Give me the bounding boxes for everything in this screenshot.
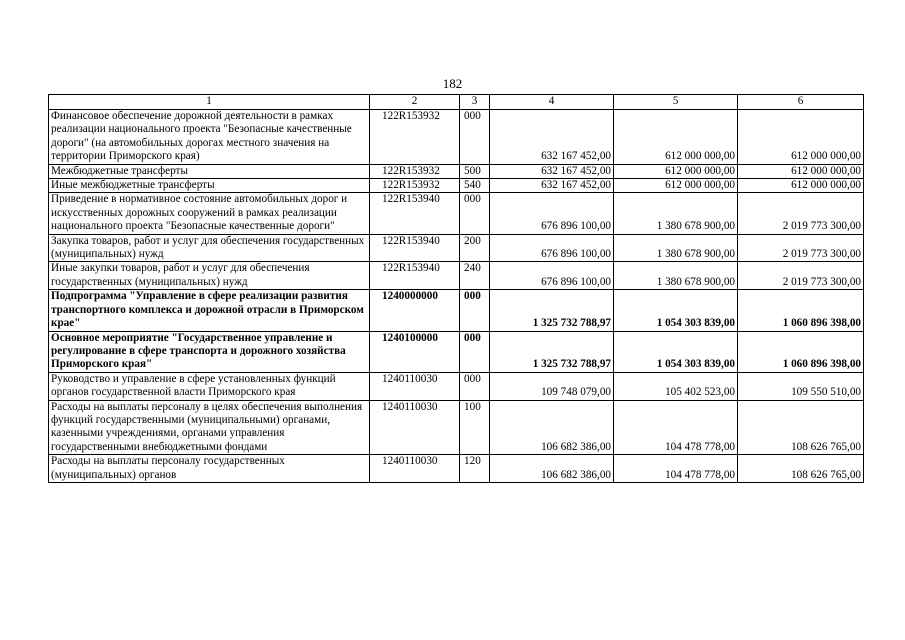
row-amount-2: 104 478 778,00 — [614, 400, 738, 455]
table-row — [49, 400, 864, 455]
row-amount-1: 632 167 452,00 — [490, 110, 614, 165]
row-amount-3: 2 019 773 300,00 — [738, 262, 864, 290]
row-type: 200 — [460, 234, 490, 262]
header-cell: 5 — [614, 95, 738, 110]
row-amount-2: 105 402 523,00 — [614, 372, 738, 400]
row-amount-3: 2 019 773 300,00 — [738, 234, 864, 262]
row-code: 122R153940 — [370, 193, 460, 234]
row-amount-3: 109 550 510,00 — [738, 372, 864, 400]
table-row — [49, 110, 864, 165]
row-code: 122R153940 — [370, 262, 460, 290]
row-amount-2: 104 478 778,00 — [614, 455, 738, 483]
row-name: Подпрограмма "Управление в сфере реализации развития транспортного комплекса и дорожной отрасли в Приморском крае" — [49, 290, 370, 331]
row-name: Приведение в нормативное состояние автомобильных дорог и искусственных дорожных сооружений в рамках реализации национального проекта "Безопасные качественные дороги" — [49, 193, 370, 234]
row-amount-2: 612 000 000,00 — [614, 110, 738, 165]
row-amount-3: 612 000 000,00 — [738, 164, 864, 178]
row-type: 000 — [460, 193, 490, 234]
row-amount-3: 108 626 765,00 — [738, 455, 864, 483]
row-amount-2: 1 054 303 839,00 — [614, 331, 738, 372]
row-amount-3: 1 060 896 398,00 — [738, 331, 864, 372]
row-name: Финансовое обеспечение дорожной деятельности в рамках реализации национального проекта "Безопасные качественные дороги" (на автомобильных дорогах местного значения на территории Приморского края) — [49, 110, 370, 165]
header-cell: 2 — [370, 95, 460, 110]
row-type: 100 — [460, 400, 490, 455]
row-code: 1240000000 — [370, 290, 460, 331]
row-amount-1: 106 682 386,00 — [490, 455, 614, 483]
page-number: 182 — [442, 76, 463, 91]
header-cell: 6 — [738, 95, 864, 110]
row-amount-3: 1 060 896 398,00 — [738, 290, 864, 331]
row-name: Иные закупки товаров, работ и услуг для обеспечения государственных (муниципальных) нужд — [49, 262, 370, 290]
table-row — [49, 262, 864, 290]
row-type: 540 — [460, 179, 490, 193]
row-code: 1240110030 — [370, 400, 460, 455]
table-row — [49, 290, 864, 331]
table-row — [49, 455, 864, 483]
table-row — [49, 164, 864, 178]
row-amount-2: 1 380 678 900,00 — [614, 262, 738, 290]
row-code: 1240110030 — [370, 372, 460, 400]
row-name: Межбюджетные трансферты — [49, 164, 370, 178]
row-name: Закупка товаров, работ и услуг для обеспечения государственных (муниципальных) нужд — [49, 234, 370, 262]
row-amount-1: 632 167 452,00 — [490, 164, 614, 178]
row-amount-3: 108 626 765,00 — [738, 400, 864, 455]
header-cell: 1 — [49, 95, 370, 110]
header-cell: 4 — [490, 95, 614, 110]
table-row — [49, 234, 864, 262]
row-amount-2: 612 000 000,00 — [614, 179, 738, 193]
row-amount-1: 676 896 100,00 — [490, 262, 614, 290]
row-type: 120 — [460, 455, 490, 483]
row-type: 000 — [460, 331, 490, 372]
row-code: 1240110030 — [370, 455, 460, 483]
row-amount-1: 1 325 732 788,97 — [490, 290, 614, 331]
row-amount-1: 109 748 079,00 — [490, 372, 614, 400]
budget-table — [48, 94, 864, 483]
row-name: Расходы на выплаты персоналу в целях обеспечения выполнения функций государственными (муниципальными) органами, казенными учреждениями, органами управления государственными внебюджетными фондами — [49, 400, 370, 455]
row-name: Иные межбюджетные трансферты — [49, 179, 370, 193]
table-row — [49, 179, 864, 193]
row-code: 1240100000 — [370, 331, 460, 372]
row-type: 000 — [460, 372, 490, 400]
row-name: Основное мероприятие "Государственное управление и регулирование в сфере транспорта и дорожного хозяйства Приморского края" — [49, 331, 370, 372]
header-row — [49, 95, 864, 110]
row-type: 000 — [460, 110, 490, 165]
row-amount-2: 1 380 678 900,00 — [614, 234, 738, 262]
table-row — [49, 193, 864, 234]
row-amount-2: 1 380 678 900,00 — [614, 193, 738, 234]
row-type: 240 — [460, 262, 490, 290]
row-code: 122R153932 — [370, 164, 460, 178]
row-name: Руководство и управление в сфере установленных функций органов государственной власти Приморского края — [49, 372, 370, 400]
row-code: 122R153932 — [370, 110, 460, 165]
row-amount-3: 2 019 773 300,00 — [738, 193, 864, 234]
row-amount-3: 612 000 000,00 — [738, 179, 864, 193]
row-code: 122R153932 — [370, 179, 460, 193]
header-cell: 3 — [460, 95, 490, 110]
table-row — [49, 372, 864, 400]
row-amount-2: 1 054 303 839,00 — [614, 290, 738, 331]
row-type: 000 — [460, 290, 490, 331]
row-amount-3: 612 000 000,00 — [738, 110, 864, 165]
row-name: Расходы на выплаты персоналу государственных (муниципальных) органов — [49, 455, 370, 483]
row-amount-1: 676 896 100,00 — [490, 234, 614, 262]
row-amount-2: 612 000 000,00 — [614, 164, 738, 178]
row-amount-1: 632 167 452,00 — [490, 179, 614, 193]
row-amount-1: 106 682 386,00 — [490, 400, 614, 455]
row-amount-1: 1 325 732 788,97 — [490, 331, 614, 372]
table-row — [49, 331, 864, 372]
row-amount-1: 676 896 100,00 — [490, 193, 614, 234]
row-code: 122R153940 — [370, 234, 460, 262]
row-type: 500 — [460, 164, 490, 178]
